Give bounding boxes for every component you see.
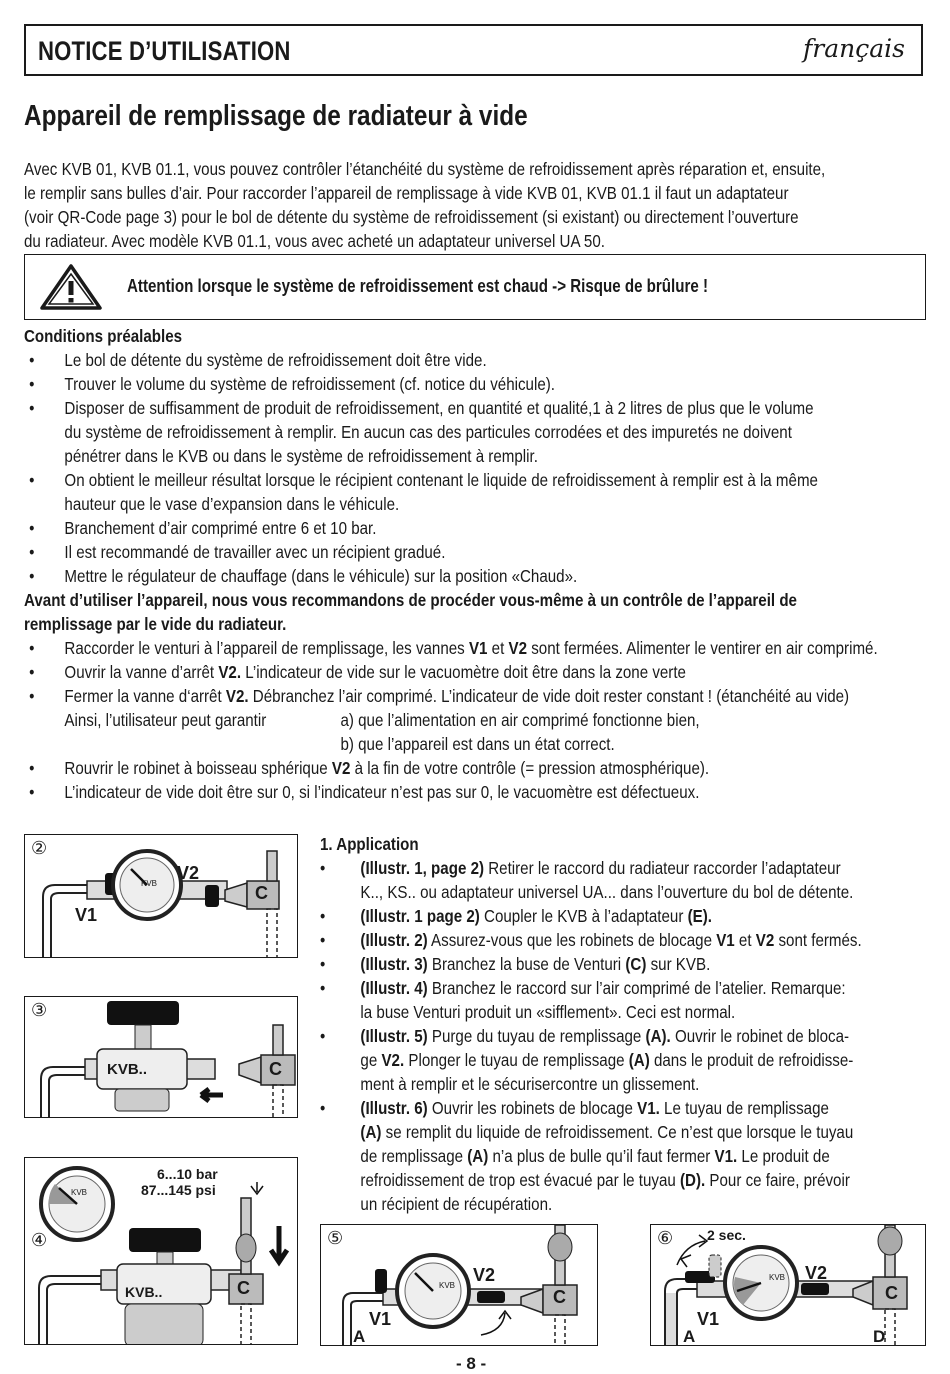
bullet: •	[29, 470, 35, 490]
list-item-continuation: Ainsi, l’utilisateur peut garantir a) que l’alimentation en air comprimé fonctionne bien,	[64, 710, 700, 730]
valve-v1-label: V1	[75, 905, 98, 925]
application-section	[320, 832, 931, 1216]
figure-number: ⑤	[327, 1228, 344, 1248]
bullet: •	[29, 350, 35, 370]
list-item: • L’indicateur de vide doit être sur 0, si l’indicateur n’est pas sur 0, le vacuomètre est défectueux.	[29, 782, 700, 802]
bullet: •	[320, 1098, 326, 1118]
figure-5	[320, 1224, 598, 1346]
list-item: • Disposer de suffisamment de produit de refroidissement, en quantité et qualité,1 à 2 litres de plus que le volume	[29, 398, 814, 418]
pressure-bar-label: 6...10 bar	[157, 1166, 218, 1182]
gauge-label: KVB	[439, 1281, 456, 1290]
list-item: • Branchement d’air comprimé entre 6 et 10 bar.	[29, 518, 377, 538]
figure-6	[650, 1224, 926, 1346]
pressure-psi-label: 87...145 psi	[141, 1182, 216, 1198]
list-item-continuation: de remplissage (A) n’a plus de bulle qu’il faut fermer V1. Le produit de	[360, 1146, 830, 1166]
gauge-label: KVB	[71, 1188, 88, 1197]
warning-box	[24, 254, 926, 320]
bullet: •	[29, 686, 35, 706]
list-item-continuation: un récipient de récupération.	[360, 1194, 553, 1214]
list-item: • (Illustr. 6) Ouvrir les robinets de blocage V1. Le tuyau de remplissage	[320, 1098, 829, 1118]
venturi-c-label: C	[255, 883, 268, 903]
kvb-label: KVB..	[125, 1284, 163, 1300]
list-item: • (Illustr. 3) Branchez la buse de Venturi (C) sur KVB.	[320, 954, 711, 974]
intro-paragraph	[24, 157, 927, 253]
figure-3	[24, 996, 298, 1118]
list-item-continuation: du système de refroidissement à remplir. En aucun cas des particules corrodées et des impuretés ne doivent	[64, 422, 792, 442]
valve-v2-label: V2	[805, 1263, 828, 1283]
bullet: •	[29, 398, 35, 418]
time-label: 2 sec.	[707, 1227, 746, 1243]
list-item: • (Illustr. 1 page 2) Coupler le KVB à l’adaptateur (E).	[320, 906, 712, 926]
application-heading: 1. Application	[320, 834, 419, 854]
venturi-c-label: C	[269, 1059, 282, 1079]
bullet: •	[29, 782, 35, 802]
figure-4	[24, 1157, 298, 1345]
bullet: •	[320, 954, 326, 974]
bullet: •	[29, 518, 35, 538]
header-language: français	[803, 34, 905, 63]
list-item-continuation: pénétrer dans le KVB ou dans le système de refroidissement à remplir.	[64, 446, 538, 466]
bullet: •	[29, 758, 35, 778]
list-item-continuation: hauteur que le vase d’expansion dans le véhicule.	[64, 494, 400, 514]
bullet: •	[29, 374, 35, 394]
bullet: •	[320, 858, 326, 878]
list-item-continuation: refroidissement de trop est évacué par le tuyau (D). Pour ce faire, prévoir	[360, 1170, 850, 1190]
bullet: •	[320, 930, 326, 950]
hose-a-label: A	[353, 1327, 366, 1346]
venturi-c-label: C	[553, 1287, 566, 1307]
list-item-continuation: ge V2. Plonger le tuyau de remplissage (A) dans le produit de refroidisse-	[360, 1050, 854, 1070]
figure-2	[24, 834, 298, 958]
list-item: • (Illustr. 5) Purge du tuyau de remplissage (A). Ouvrir le robinet de bloca-	[320, 1026, 850, 1046]
intro-line: du radiateur. Avec modèle KVB 01.1, vous avec acheté un adaptateur universel UA 50.	[24, 231, 605, 251]
valve-v1-label: V1	[697, 1309, 720, 1329]
figure-number: ④	[31, 1230, 48, 1250]
conditions-section	[24, 324, 927, 804]
valve-v1-label: V1	[369, 1309, 392, 1329]
list-item-continuation: b) que l’appareil est dans un état correct.	[340, 734, 615, 754]
bullet: •	[29, 638, 35, 658]
gauge-label: KVB	[769, 1273, 786, 1282]
check-heading: remplissage par le vide du radiateur.	[24, 614, 287, 634]
list-item: • (Illustr. 1, page 2) Retirer le raccord du radiateur raccorder l’adaptateur	[320, 858, 841, 878]
page-number: - 8 -	[456, 1354, 487, 1373]
bullet: •	[29, 566, 35, 586]
list-item: • Raccorder le venturi à l’appareil de remplissage, les vannes V1 et V2 sont fermées. Alimenter le ventirer en air comprimé.	[29, 638, 878, 658]
list-item: • (Illustr. 4) Branchez le raccord sur l’air comprimé de l’atelier. Remarque:	[320, 978, 846, 998]
list-item: • Trouver le volume du système de refroidissement (cf. notice du véhicule).	[29, 374, 555, 394]
warning-triangle-icon	[39, 263, 103, 311]
list-item: • Ouvrir la vanne d’arrêt V2. L’indicateur de vide sur le vacuomètre doit être dans la zone verte	[29, 662, 686, 682]
list-item-continuation: ment à remplir et le sécurisercontre un glissement.	[360, 1074, 700, 1094]
list-item: • Rouvrir le robinet à boisseau sphérique V2 à la fin de votre contrôle (= pression atmosphérique).	[29, 758, 710, 778]
figure-number: ②	[31, 838, 48, 858]
list-item: • Le bol de détente du système de refroidissement doit être vide.	[29, 350, 487, 370]
gauge-label: KVB	[141, 879, 158, 888]
valve-v2-label: V2	[473, 1265, 496, 1285]
list-item: • Il est recommandé de travailler avec un récipient gradué.	[29, 542, 446, 562]
bullet: •	[29, 542, 35, 562]
page-title: Appareil de remplissage de radiateur à vide	[24, 100, 528, 132]
venturi-c-label: C	[885, 1283, 898, 1303]
bullet: •	[320, 1026, 326, 1046]
intro-line: le remplir sans bulles d’air. Pour raccorder l’appareil de remplissage à vide KVB 01, KVB 01.1 il faut un adaptateur	[24, 183, 789, 203]
list-item: • Fermer la vanne d‘arrêt V2. Débranchez l’air comprimé. L’indicateur de vide doit rester constant ! (étanchéité au vide)	[29, 686, 850, 706]
hose-a-label: A	[683, 1327, 696, 1346]
check-heading: Avant d’utiliser l’appareil, nous vous recommandons de procéder vous-même à un contrôle de l’appareil de	[24, 590, 797, 610]
figure-3-drawing	[25, 997, 298, 1118]
conditions-heading: Conditions préalables	[24, 326, 183, 346]
bullet: •	[29, 662, 35, 682]
bullet: •	[320, 906, 326, 926]
venturi-c-label: C	[237, 1278, 250, 1298]
intro-line: Avec KVB 01, KVB 01.1, vous pouvez contrôler l’étanchéité du système de refroidissement après réparation et, ensuite,	[24, 159, 826, 179]
valve-v2-label: V2	[177, 863, 200, 883]
figure-number: ③	[31, 1000, 48, 1020]
list-item: • Mettre le régulateur de chauffage (dans le véhicule) sur la position «Chaud».	[29, 566, 578, 586]
list-item-continuation: K.., KS.. ou adaptateur universel UA... dans l’ouverture du bol de détente.	[360, 882, 854, 902]
list-item-continuation: la buse Venturi produit un «sifflement». Ceci est normal.	[360, 1002, 736, 1022]
list-item: • On obtient le meilleur résultat lorsque le récipient contenant le liquide de refroidissement à remplir est à la même	[29, 470, 818, 490]
header-box	[24, 24, 923, 76]
bullet: •	[320, 978, 326, 998]
list-item: • (Illustr. 2) Assurez-vous que les robinets de blocage V1 et V2 sont fermés.	[320, 930, 862, 950]
intro-line: (voir QR-Code page 3) pour le bol de détente du système de refroidissement (si existant) ou directement l’ouverture	[24, 207, 799, 227]
kvb-label: KVB..	[107, 1061, 148, 1078]
header-title: NOTICE D’UTILISATION	[38, 36, 291, 66]
hose-d-label: D	[873, 1327, 886, 1346]
figure-number: ⑥	[657, 1228, 674, 1248]
list-item-continuation: (A) se remplit du liquide de refroidissement. Ce n’est que lorsque le tuyau	[360, 1122, 854, 1142]
warning-text: Attention lorsque le système de refroidissement est chaud -> Risque de brûlure !	[127, 276, 709, 296]
